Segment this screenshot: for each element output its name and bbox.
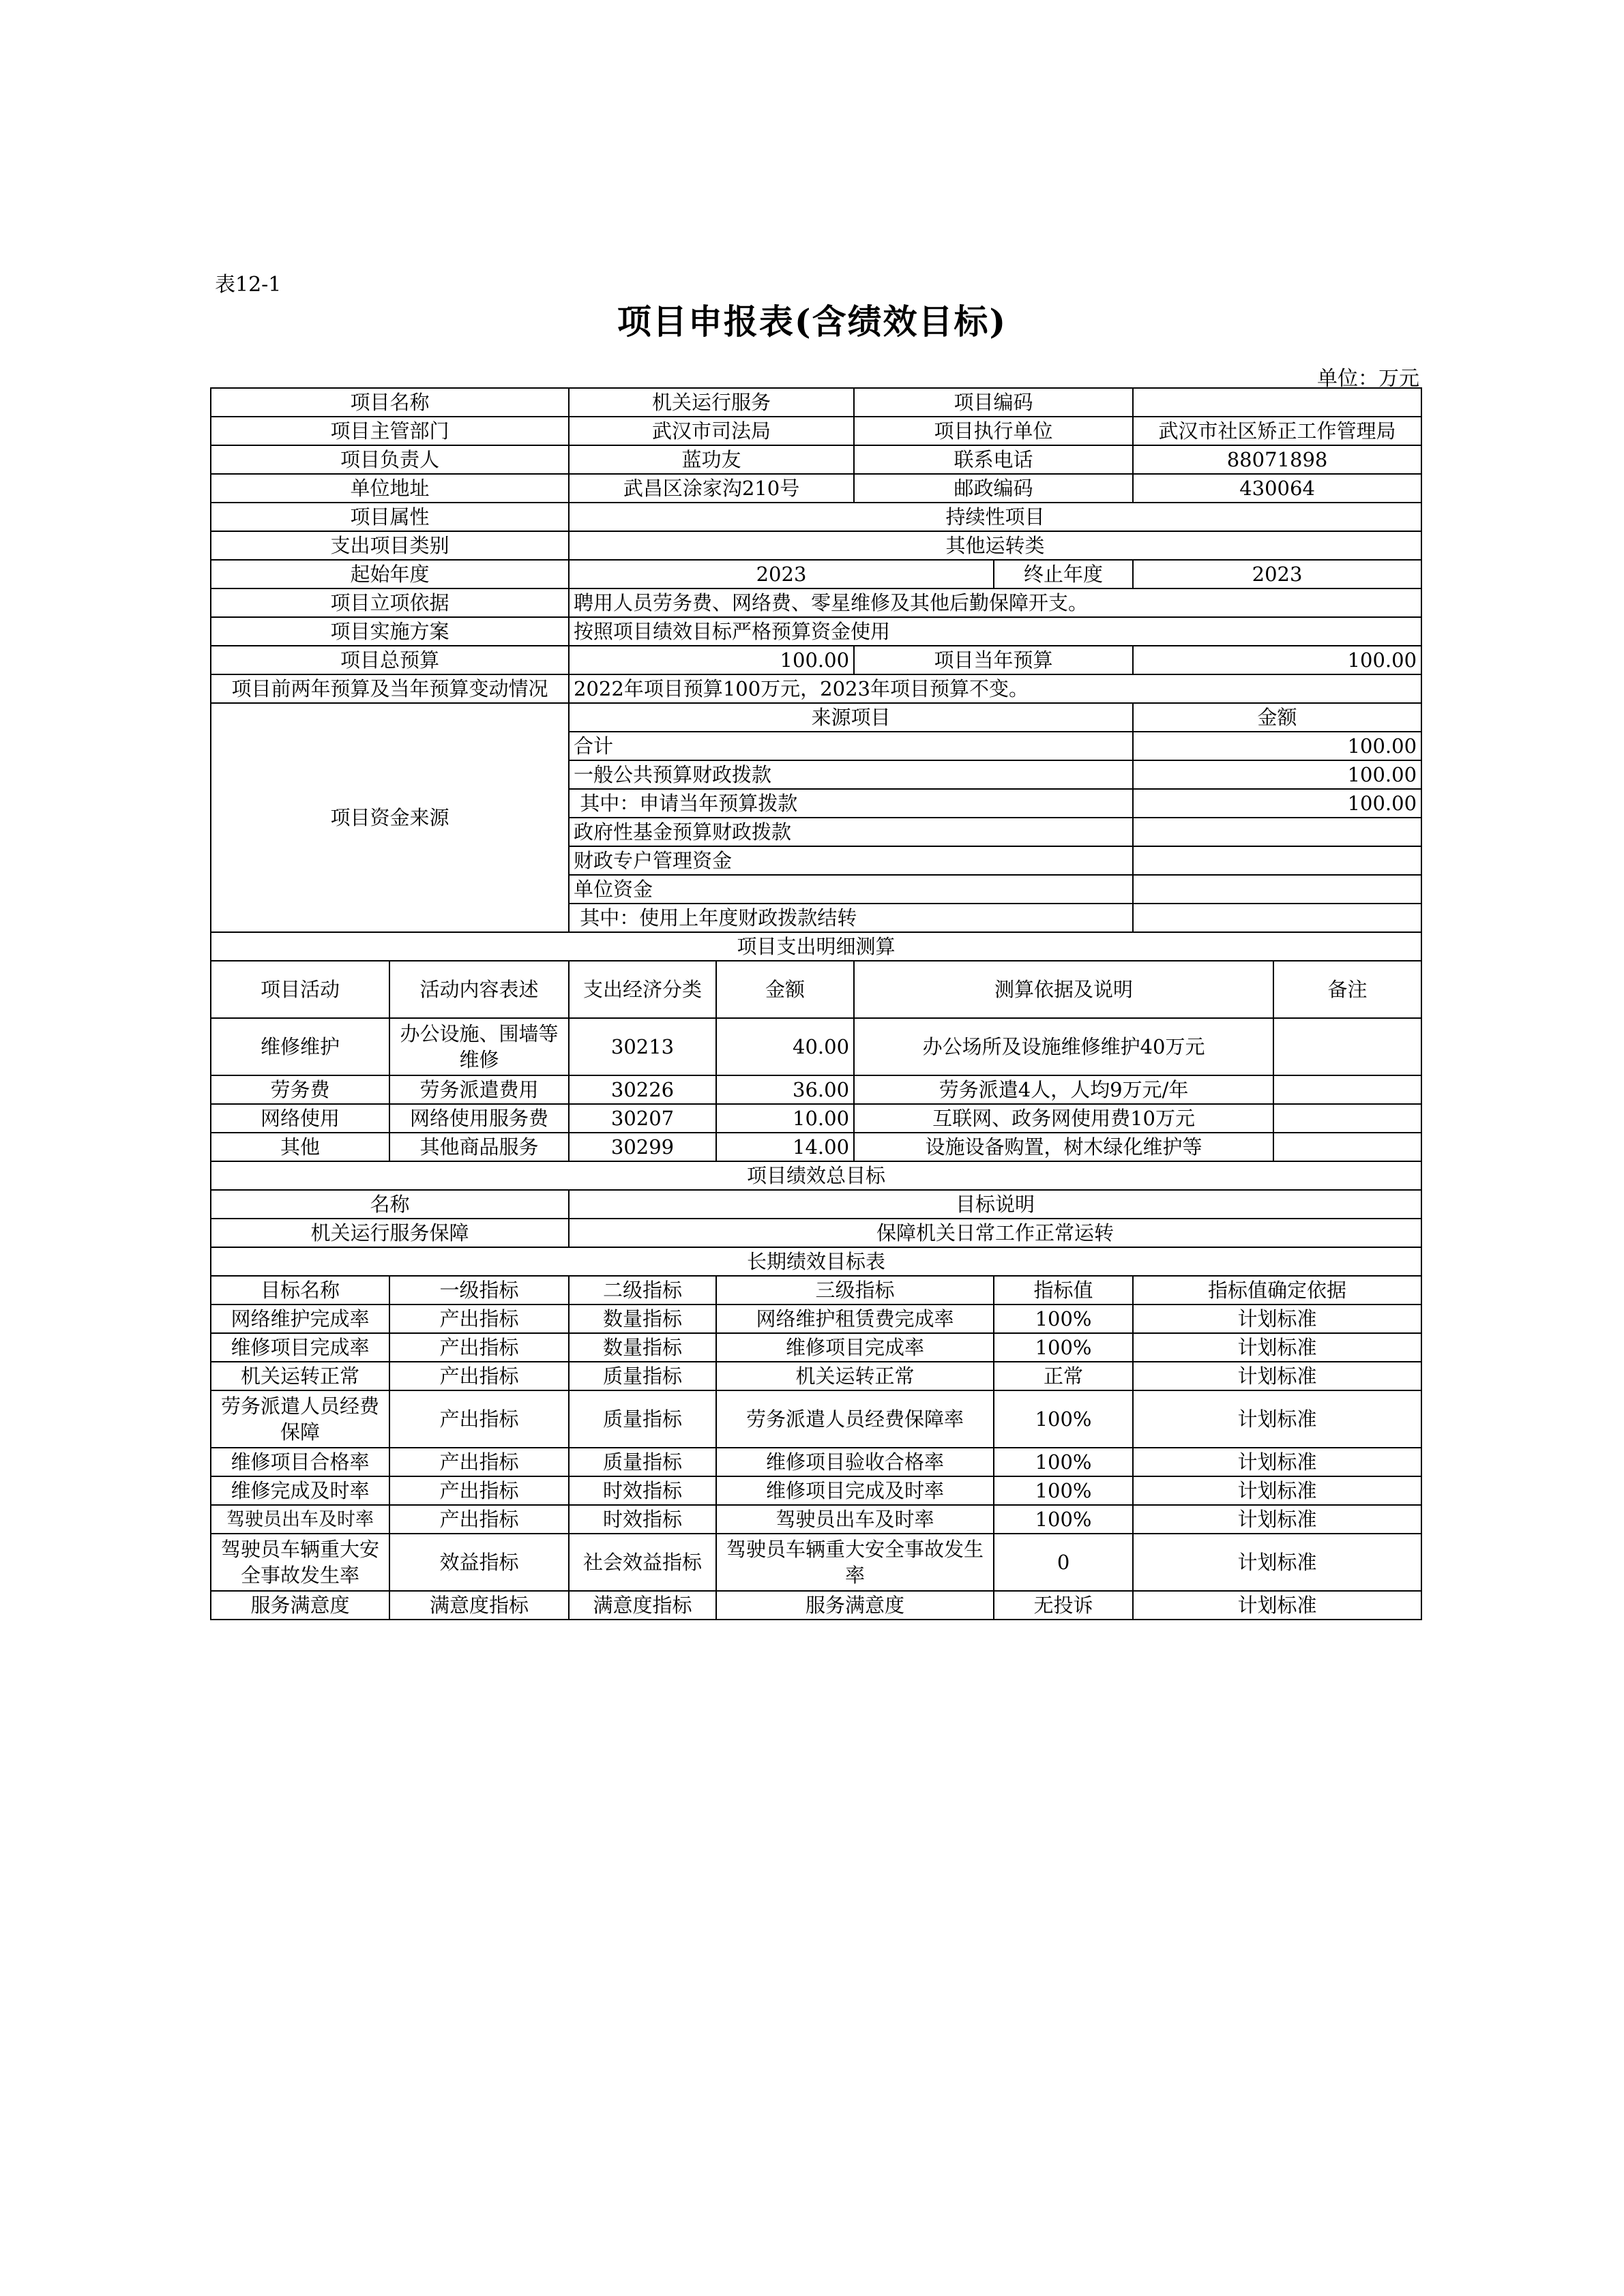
longterm-value: 100% bbox=[994, 1333, 1133, 1362]
longterm-l2: 时效指标 bbox=[569, 1505, 716, 1534]
longterm-l2: 质量指标 bbox=[569, 1448, 716, 1476]
expense-content: 网络使用服务费 bbox=[389, 1104, 569, 1133]
longterm-l1: 产出指标 bbox=[389, 1362, 569, 1390]
table-number: 表12-1 bbox=[215, 273, 282, 297]
phone-value: 88071898 bbox=[1133, 445, 1421, 474]
longterm-value: 100% bbox=[994, 1390, 1133, 1448]
longterm-l1: 产出指标 bbox=[389, 1505, 569, 1534]
expense-note bbox=[1273, 1133, 1421, 1161]
funding-source: 其中：申请当年预算拨款 bbox=[569, 789, 1133, 818]
expense-content: 劳务派遣费用 bbox=[389, 1075, 569, 1104]
longterm-header: 目标名称 bbox=[211, 1276, 389, 1304]
expense-basis: 互联网、政务网使用费10万元 bbox=[854, 1104, 1273, 1133]
expense-amount: 36.00 bbox=[716, 1075, 854, 1104]
goal-desc: 保障机关日常工作正常运转 bbox=[569, 1219, 1421, 1247]
expense-econ: 30207 bbox=[569, 1104, 716, 1133]
basis-value: 聘用人员劳务费、网络费、零星维修及其他后勤保障开支。 bbox=[569, 588, 1421, 617]
funding-source: 单位资金 bbox=[569, 875, 1133, 904]
funding-source: 其中：使用上年度财政拨款结转 bbox=[569, 904, 1133, 932]
goal-name: 机关运行服务保障 bbox=[211, 1219, 569, 1247]
expense-section-title: 项目支出明细测算 bbox=[211, 932, 1421, 961]
addr-label: 单位地址 bbox=[211, 474, 569, 503]
total-budget-value: 100.00 bbox=[569, 646, 854, 674]
code-label: 项目编码 bbox=[854, 388, 1133, 417]
dept-label: 项目主管部门 bbox=[211, 417, 569, 445]
longterm-l3: 驾驶员出车及时率 bbox=[716, 1505, 994, 1534]
longterm-name: 网络维护完成率 bbox=[211, 1304, 389, 1333]
longterm-l1: 效益指标 bbox=[389, 1534, 569, 1591]
zip-value: 430064 bbox=[1133, 474, 1421, 503]
expense-content: 其他商品服务 bbox=[389, 1133, 569, 1161]
longterm-basis: 计划标准 bbox=[1133, 1304, 1421, 1333]
attr-label: 项目属性 bbox=[211, 503, 569, 531]
end-year-label: 终止年度 bbox=[994, 560, 1133, 588]
funding-amount: 100.00 bbox=[1133, 732, 1421, 760]
longterm-name: 驾驶员出车及时率 bbox=[211, 1505, 389, 1534]
expense-activity: 网络使用 bbox=[211, 1104, 389, 1133]
category-label: 支出项目类别 bbox=[211, 531, 569, 560]
longterm-basis: 计划标准 bbox=[1133, 1390, 1421, 1448]
owner-label: 项目负责人 bbox=[211, 445, 569, 474]
longterm-l2: 数量指标 bbox=[569, 1304, 716, 1333]
longterm-l2: 质量指标 bbox=[569, 1390, 716, 1448]
owner-value: 蓝功友 bbox=[569, 445, 854, 474]
funding-amount bbox=[1133, 904, 1421, 932]
longterm-header: 一级指标 bbox=[389, 1276, 569, 1304]
expense-activity: 维修维护 bbox=[211, 1018, 389, 1075]
page-title: 项目申报表(含绩效目标) bbox=[617, 301, 1007, 342]
funding-source: 合计 bbox=[569, 732, 1133, 760]
funding-amount bbox=[1133, 818, 1421, 846]
longterm-name: 服务满意度 bbox=[211, 1591, 389, 1620]
funding-source-header: 来源项目 bbox=[569, 703, 1133, 732]
longterm-l3: 维修项目完成及时率 bbox=[716, 1476, 994, 1505]
longterm-basis: 计划标准 bbox=[1133, 1534, 1421, 1591]
longterm-l2: 数量指标 bbox=[569, 1333, 716, 1362]
expense-econ: 30213 bbox=[569, 1018, 716, 1075]
expense-econ: 30226 bbox=[569, 1075, 716, 1104]
total-budget-label: 项目总预算 bbox=[211, 646, 569, 674]
longterm-value: 100% bbox=[994, 1505, 1133, 1534]
start-year-value: 2023 bbox=[569, 560, 994, 588]
longterm-l1: 产出指标 bbox=[389, 1304, 569, 1333]
expense-note bbox=[1273, 1018, 1421, 1075]
category-value: 其他运转类 bbox=[569, 531, 1421, 560]
goal-desc-header: 目标说明 bbox=[569, 1190, 1421, 1219]
longterm-name: 驾驶员车辆重大安全事故发生率 bbox=[211, 1534, 389, 1591]
start-year-label: 起始年度 bbox=[211, 560, 569, 588]
goal-name-header: 名称 bbox=[211, 1190, 569, 1219]
plan-label: 项目实施方案 bbox=[211, 617, 569, 646]
expense-amount: 10.00 bbox=[716, 1104, 854, 1133]
name-label: 项目名称 bbox=[211, 388, 569, 417]
longterm-name: 机关运转正常 bbox=[211, 1362, 389, 1390]
plan-value: 按照项目绩效目标严格预算资金使用 bbox=[569, 617, 1421, 646]
funding-amount-header: 金额 bbox=[1133, 703, 1421, 732]
longterm-value: 100% bbox=[994, 1304, 1133, 1333]
longterm-header: 指标值确定依据 bbox=[1133, 1276, 1421, 1304]
funding-label: 项目资金来源 bbox=[211, 703, 569, 932]
phone-label: 联系电话 bbox=[854, 445, 1133, 474]
dept-value: 武汉市司法局 bbox=[569, 417, 854, 445]
project-name: 机关运行服务 bbox=[569, 388, 854, 417]
longterm-name: 劳务派遣人员经费保障 bbox=[211, 1390, 389, 1448]
longterm-l1: 产出指标 bbox=[389, 1448, 569, 1476]
project-table bbox=[210, 387, 1422, 1620]
longterm-value: 正常 bbox=[994, 1362, 1133, 1390]
expense-amount: 14.00 bbox=[716, 1133, 854, 1161]
addr-value: 武昌区涂家沟210号 bbox=[569, 474, 854, 503]
funding-amount: 100.00 bbox=[1133, 760, 1421, 789]
expense-header: 金额 bbox=[716, 961, 854, 1018]
longterm-l2: 社会效益指标 bbox=[569, 1534, 716, 1591]
project-code bbox=[1133, 388, 1421, 417]
longterm-l3: 劳务派遣人员经费保障率 bbox=[716, 1390, 994, 1448]
expense-econ: 30299 bbox=[569, 1133, 716, 1161]
longterm-basis: 计划标准 bbox=[1133, 1333, 1421, 1362]
expense-amount: 40.00 bbox=[716, 1018, 854, 1075]
attr-value: 持续性项目 bbox=[569, 503, 1421, 531]
expense-note bbox=[1273, 1075, 1421, 1104]
basis-label: 项目立项依据 bbox=[211, 588, 569, 617]
longterm-l3: 维修项目完成率 bbox=[716, 1333, 994, 1362]
longterm-l1: 产出指标 bbox=[389, 1390, 569, 1448]
current-budget-label: 项目当年预算 bbox=[854, 646, 1133, 674]
funding-source: 政府性基金预算财政拨款 bbox=[569, 818, 1133, 846]
longterm-l1: 产出指标 bbox=[389, 1476, 569, 1505]
longterm-value: 0 bbox=[994, 1534, 1133, 1591]
goal-section-title: 项目绩效总目标 bbox=[211, 1161, 1421, 1190]
current-budget-value: 100.00 bbox=[1133, 646, 1421, 674]
zip-label: 邮政编码 bbox=[854, 474, 1133, 503]
longterm-l3: 维修项目验收合格率 bbox=[716, 1448, 994, 1476]
longterm-value: 无投诉 bbox=[994, 1591, 1133, 1620]
expense-header: 备注 bbox=[1273, 961, 1421, 1018]
longterm-basis: 计划标准 bbox=[1133, 1476, 1421, 1505]
longterm-basis: 计划标准 bbox=[1133, 1362, 1421, 1390]
end-year-value: 2023 bbox=[1133, 560, 1421, 588]
funding-amount bbox=[1133, 846, 1421, 875]
longterm-section-title: 长期绩效目标表 bbox=[211, 1247, 1421, 1276]
longterm-l1: 满意度指标 bbox=[389, 1591, 569, 1620]
unit-label: 单位：万元 bbox=[1317, 367, 1419, 391]
longterm-l3: 服务满意度 bbox=[716, 1591, 994, 1620]
longterm-l3: 机关运转正常 bbox=[716, 1362, 994, 1390]
change-value: 2022年项目预算100万元，2023年项目预算不变。 bbox=[569, 674, 1421, 703]
expense-content: 办公设施、围墙等维修 bbox=[389, 1018, 569, 1075]
expense-basis: 办公场所及设施维修维护40万元 bbox=[854, 1018, 1273, 1075]
longterm-header: 三级指标 bbox=[716, 1276, 994, 1304]
expense-basis: 劳务派遣4人，人均9万元/年 bbox=[854, 1075, 1273, 1104]
expense-header: 测算依据及说明 bbox=[854, 961, 1273, 1018]
longterm-l3: 驾驶员车辆重大安全事故发生率 bbox=[716, 1534, 994, 1591]
longterm-name: 维修完成及时率 bbox=[211, 1476, 389, 1505]
change-label: 项目前两年预算及当年预算变动情况 bbox=[211, 674, 569, 703]
expense-header: 项目活动 bbox=[211, 961, 389, 1018]
longterm-l3: 网络维护租赁费完成率 bbox=[716, 1304, 994, 1333]
longterm-basis: 计划标准 bbox=[1133, 1591, 1421, 1620]
exec-label: 项目执行单位 bbox=[854, 417, 1133, 445]
longterm-basis: 计划标准 bbox=[1133, 1448, 1421, 1476]
longterm-name: 维修项目完成率 bbox=[211, 1333, 389, 1362]
longterm-value: 100% bbox=[994, 1448, 1133, 1476]
longterm-value: 100% bbox=[994, 1476, 1133, 1505]
longterm-header: 二级指标 bbox=[569, 1276, 716, 1304]
longterm-name: 维修项目合格率 bbox=[211, 1448, 389, 1476]
expense-note bbox=[1273, 1104, 1421, 1133]
longterm-l1: 产出指标 bbox=[389, 1333, 569, 1362]
expense-activity: 劳务费 bbox=[211, 1075, 389, 1104]
longterm-l2: 满意度指标 bbox=[569, 1591, 716, 1620]
longterm-basis: 计划标准 bbox=[1133, 1505, 1421, 1534]
expense-header: 支出经济分类 bbox=[569, 961, 716, 1018]
longterm-l2: 质量指标 bbox=[569, 1362, 716, 1390]
expense-header: 活动内容表述 bbox=[389, 961, 569, 1018]
funding-source: 财政专户管理资金 bbox=[569, 846, 1133, 875]
expense-activity: 其他 bbox=[211, 1133, 389, 1161]
exec-value: 武汉市社区矫正工作管理局 bbox=[1133, 417, 1421, 445]
longterm-l2: 时效指标 bbox=[569, 1476, 716, 1505]
longterm-header: 指标值 bbox=[994, 1276, 1133, 1304]
funding-amount bbox=[1133, 875, 1421, 904]
expense-basis: 设施设备购置，树木绿化维护等 bbox=[854, 1133, 1273, 1161]
funding-source: 一般公共预算财政拨款 bbox=[569, 760, 1133, 789]
funding-amount: 100.00 bbox=[1133, 789, 1421, 818]
